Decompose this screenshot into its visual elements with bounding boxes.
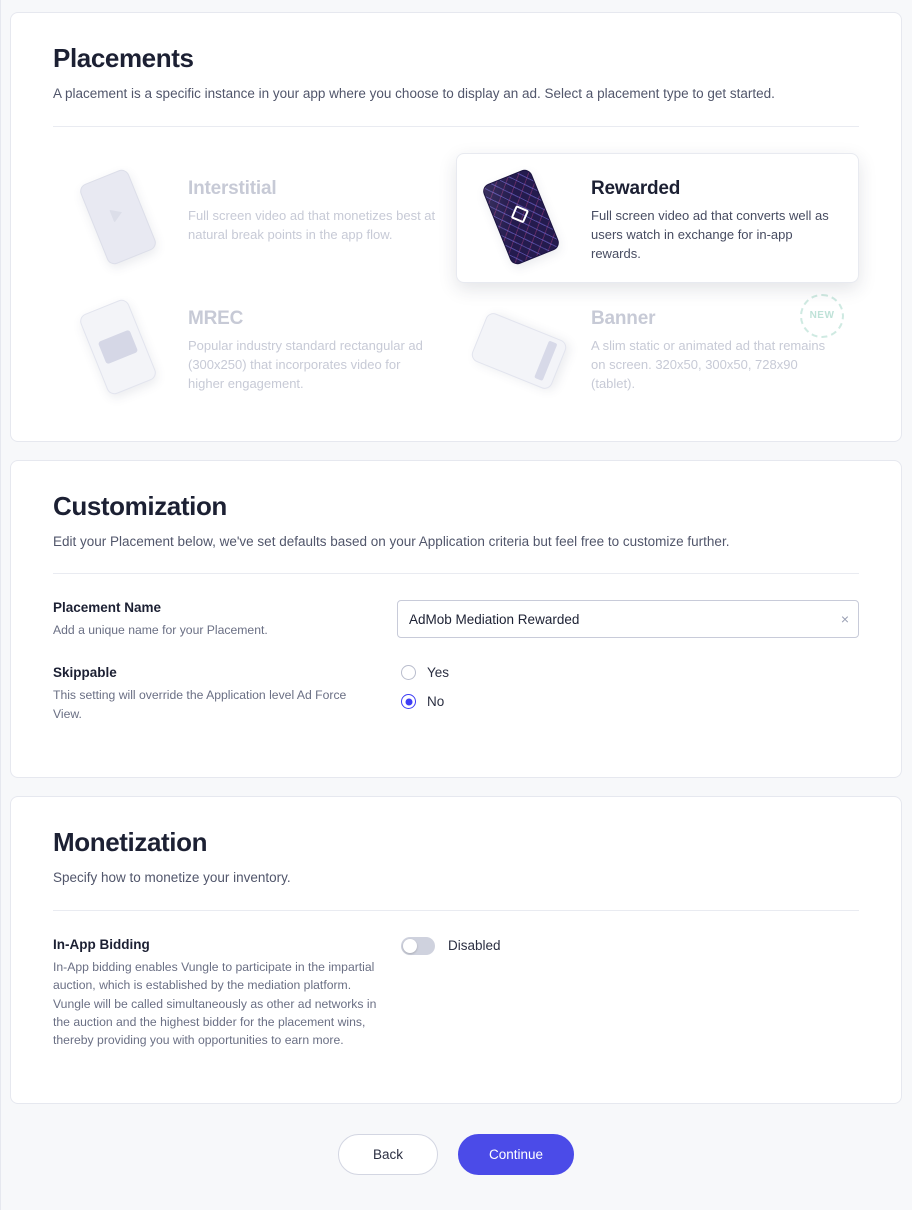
placement-type-grid xyxy=(53,153,859,413)
radio-icon[interactable] xyxy=(401,694,416,709)
monetization-divider xyxy=(53,910,859,911)
placement-option-desc: A slim static or animated ad that remains on screen. 320x50, 300x50, 728x90 (tablet). xyxy=(591,337,826,391)
in-app-bidding-state: Disabled xyxy=(448,938,501,954)
placement-option-mrec[interactable] xyxy=(53,283,456,413)
placement-option-interstitial[interactable] xyxy=(53,153,456,283)
phone-icon xyxy=(78,297,158,396)
placement-option-title: Rewarded xyxy=(591,177,681,199)
new-badge-icon: NEW xyxy=(800,294,844,338)
mrec-artwork xyxy=(70,302,174,394)
in-app-bidding-toggle-row xyxy=(401,937,859,955)
placement-option-banner[interactable] xyxy=(456,283,859,413)
wizard-actions xyxy=(10,1122,902,1197)
placement-option-desc: Full screen video ad that monetizes best at natural break points in the app flow. xyxy=(188,207,436,242)
in-app-bidding-help: In-App bidding enables Vungle to participate in the impartial auction, which is established by the mediation platform. Vungle will be called simultaneously as other ad networks in the auction and the highest bidder for the placement wins, thereby providing you with opportunities to earn more. xyxy=(53,959,377,1048)
placement-option-title: MREC xyxy=(188,307,244,329)
banner-bar-icon xyxy=(534,340,557,380)
placements-divider xyxy=(53,126,859,127)
in-app-bidding-toggle[interactable] xyxy=(401,937,435,955)
monetization-title: Monetization xyxy=(53,827,208,858)
placement-option-title: Interstitial xyxy=(188,177,277,199)
radio-label: Yes xyxy=(427,665,450,681)
back-button[interactable]: Back xyxy=(338,1134,438,1175)
in-app-bidding-row xyxy=(53,937,859,1049)
placement-name-row xyxy=(53,600,859,639)
customization-title: Customization xyxy=(53,490,227,521)
placement-option-desc: Full screen video ad that converts well as users watch in exchange for in-app rewards. xyxy=(591,207,829,261)
customization-subtitle: Edit your Placement below, we've set defaults based on your Application criteria but feel free to customize further. xyxy=(53,533,730,549)
diamond-icon xyxy=(511,204,529,222)
banner-artwork xyxy=(473,302,577,394)
page-left-edge xyxy=(0,0,1,1210)
placement-option-title: Banner xyxy=(591,307,656,329)
placement-name-help: Add a unique name for your Placement. xyxy=(53,623,268,638)
customization-card xyxy=(10,460,902,779)
continue-button[interactable]: Continue xyxy=(458,1134,574,1175)
radio-icon[interactable] xyxy=(401,665,416,680)
phone-icon xyxy=(78,167,158,266)
monetization-subtitle: Specify how to monetize your inventory. xyxy=(53,870,291,886)
placement-name-input[interactable] xyxy=(397,600,859,638)
customization-divider xyxy=(53,573,859,574)
skippable-row xyxy=(53,665,859,723)
monetization-card xyxy=(10,796,902,1104)
placement-option-rewarded[interactable] xyxy=(456,153,859,283)
in-app-bidding-label: In-App Bidding xyxy=(53,936,150,952)
skippable-help: This setting will override the Application level Ad Force View. xyxy=(53,688,347,721)
placement-option-desc: Popular industry standard rectangular ad (300x250) that incorporates video for higher engagement. xyxy=(188,337,423,391)
placement-name-label: Placement Name xyxy=(53,600,162,616)
rewarded-artwork xyxy=(473,172,577,264)
phone-icon xyxy=(469,310,568,390)
skippable-option-yes[interactable] xyxy=(401,665,859,680)
mrec-box-icon xyxy=(98,329,139,364)
skippable-option-no[interactable] xyxy=(401,694,859,709)
play-icon xyxy=(109,205,124,222)
toggle-knob xyxy=(403,939,417,953)
radio-label: No xyxy=(427,694,445,710)
placement-name-input-wrap xyxy=(397,600,859,638)
skippable-label: Skippable xyxy=(53,665,117,681)
placements-title: Placements xyxy=(53,43,194,73)
interstitial-artwork xyxy=(70,172,174,264)
phone-icon xyxy=(481,167,561,266)
placements-subtitle: A placement is a specific instance in your app where you choose to display an ad. Select a placement type to get started. xyxy=(53,86,775,101)
clear-icon[interactable]: × xyxy=(840,611,849,628)
placements-card xyxy=(10,12,902,442)
